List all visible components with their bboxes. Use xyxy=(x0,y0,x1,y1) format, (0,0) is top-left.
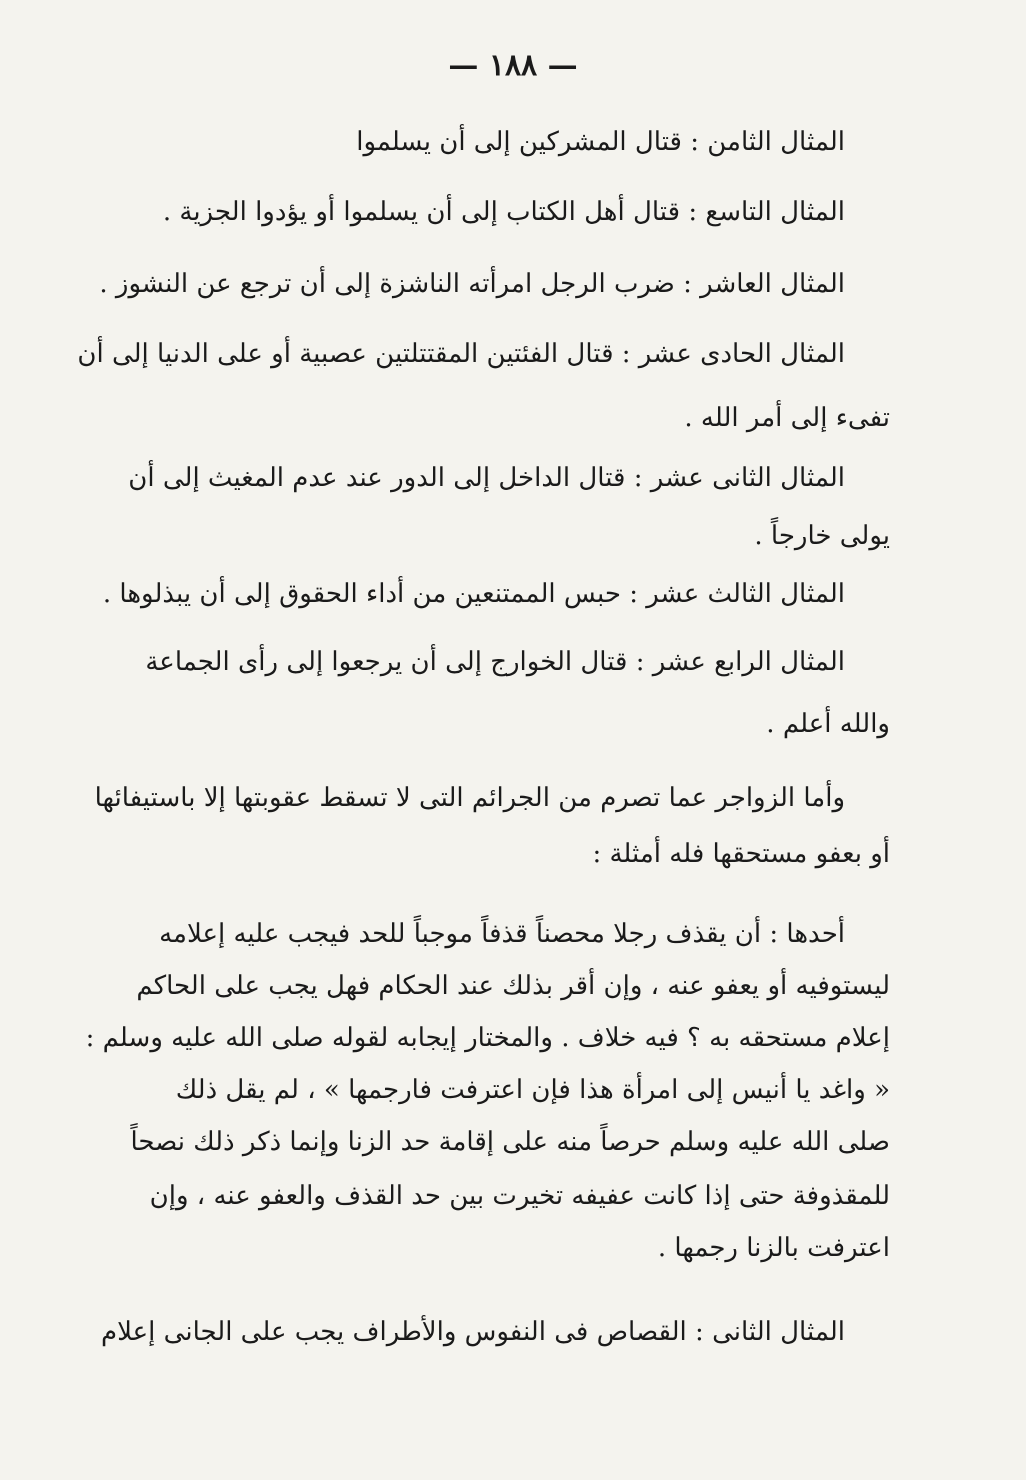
text-line: والله أعلم . xyxy=(766,709,890,739)
text-line: تفىء إلى أمر الله . xyxy=(684,403,890,433)
text-line: المثال الثامن : قتال المشركين إلى أن يسلموا xyxy=(356,127,845,157)
text-line: المثال الثالث عشر : حبس الممتنعين من أداء الحقوق إلى أن يبذلوها . xyxy=(102,579,845,609)
text-line: المثال الثانى عشر : قتال الداخل إلى الدور عند عدم المغيث إلى أن xyxy=(128,463,845,493)
text-line: أحدها : أن يقذف رجلا محصناً قذفاً موجباً للحد فيجب عليه إعلامه xyxy=(159,919,845,949)
text-line: إعلام مستحقه به ؟ فيه خلاف . والمختار إيجابه لقوله صلى الله عليه وسلم : xyxy=(85,1023,890,1053)
text-line: اعترفت بالزنا رجمها . xyxy=(657,1233,890,1263)
text-line: صلى الله عليه وسلم حرصاً منه على إقامة حد الزنا وإنما ذكر ذلك نصحاً xyxy=(130,1127,890,1157)
text-line: المثال الثانى : القصاص فى النفوس والأطراف يجب على الجانى إعلام xyxy=(101,1317,845,1347)
text-line: المثال التاسع : قتال أهل الكتاب إلى أن يسلموا أو يؤدوا الجزية . xyxy=(162,197,845,227)
text-line: أو بعفو مستحقها فله أمثلة : xyxy=(592,839,890,869)
text-line: المثال العاشر : ضرب الرجل امرأته الناشزة إلى أن ترجع عن النشوز . xyxy=(99,269,845,299)
text-line: المثال الرابع عشر : قتال الخوارج إلى أن يرجعوا إلى رأى الجماعة xyxy=(145,647,845,677)
page-number: — ١٨٨ — xyxy=(448,48,578,83)
text-line: للمقذوفة حتى إذا كانت عفيفه تخيرت بين حد القذف والعفو عنه ، وإن xyxy=(149,1181,890,1211)
text-line: وأما الزواجر عما تصرم من الجرائم التى لا تسقط عقوبتها إلا باستيفائها xyxy=(94,783,845,813)
text-line: ليستوفيه أو يعفو عنه ، وإن أقر بذلك عند الحكام فهل يجب على الحاكم xyxy=(136,971,890,1001)
text-line: يولى خارجاً . xyxy=(754,521,890,551)
text-line: المثال الحادى عشر : قتال الفئتين المقتتلتين عصبية أو على الدنيا إلى أن xyxy=(77,339,845,369)
text-line: « واغد يا أنيس إلى امرأة هذا فإن اعترفت فارجمها » ، لم يقل ذلك xyxy=(175,1075,890,1105)
